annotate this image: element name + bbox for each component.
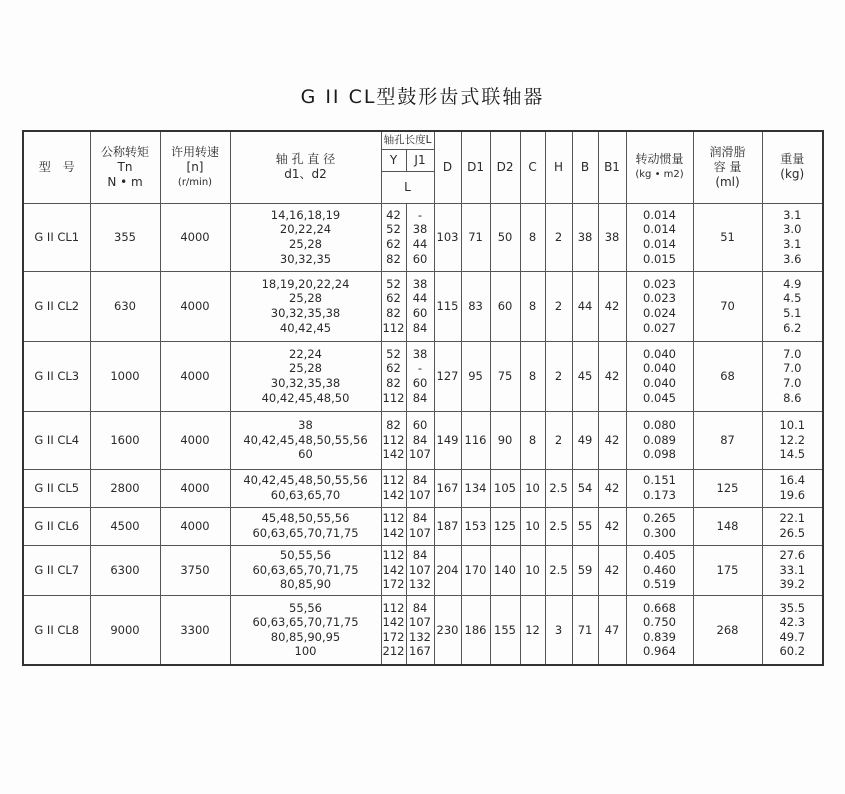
y-length-cell — [381, 271, 406, 341]
speed-cell: 4000 — [160, 411, 230, 469]
bore-cell-line: 50,55,56 — [279, 548, 332, 563]
bore-cell-line: 22,24 — [289, 346, 322, 361]
header-B1: B1 — [598, 131, 626, 203]
table-body — [23, 203, 823, 665]
weight-cell-line: 14.5 — [779, 447, 806, 462]
torque-cell: 2800 — [90, 469, 160, 507]
bore-cell — [230, 469, 381, 507]
y-length-cell-line: 112 — [382, 511, 405, 526]
j1-length-cell-line: 107 — [409, 447, 431, 462]
j1-length-cell-line: 107 — [409, 488, 431, 502]
y-length-cell-line: 82 — [386, 251, 401, 266]
weight-cell-line: 39.2 — [779, 577, 806, 592]
bore-cell-line: 60,63,65,70,71,75 — [252, 562, 359, 577]
weight-cell — [762, 203, 823, 271]
weight-cell — [762, 341, 823, 411]
inertia-cell-line: 0.405 — [643, 548, 676, 563]
table-row — [23, 411, 823, 469]
y-length-cell-line: 82 — [386, 306, 401, 320]
header-L: L — [381, 171, 434, 203]
B1-cell: 42 — [598, 271, 626, 341]
speed-cell: 4000 — [160, 271, 230, 341]
header-weight: 重量 (kg) — [762, 131, 823, 203]
bore-cell-line: 30,32,35 — [279, 251, 332, 266]
j1-length-cell-line: 84 — [412, 432, 428, 447]
y-length-cell-line: 142 — [382, 562, 405, 577]
H-cell: 2 — [545, 411, 572, 469]
weight-cell-line: 7.0 — [783, 346, 802, 361]
bore-cell — [230, 341, 381, 411]
header-D2: D2 — [490, 131, 520, 203]
j1-length-cell-line: 84 — [412, 320, 428, 335]
y-length-cell-line: 52 — [386, 276, 401, 291]
header-D: D — [434, 131, 461, 203]
speed-cell: 4000 — [160, 341, 230, 411]
j1-length-cell-line: 38 — [412, 346, 428, 361]
C-cell: 8 — [520, 271, 545, 341]
inertia-cell-line: 0.265 — [643, 511, 676, 526]
inertia-cell — [626, 507, 693, 545]
inertia-cell-line: 0.750 — [643, 615, 676, 630]
j1-length-cell-line: 38 — [412, 276, 428, 291]
C-cell: 10 — [520, 507, 545, 545]
H-cell: 2 — [545, 341, 572, 411]
y-length-cell-line: 52 — [386, 222, 401, 237]
j1-length-cell — [406, 341, 434, 411]
inertia-cell-line: 0.015 — [643, 251, 676, 266]
speed-cell: 4000 — [160, 507, 230, 545]
D2-cell: 75 — [490, 341, 520, 411]
D2-cell: 105 — [490, 469, 520, 507]
y-length-cell-line: 172 — [382, 577, 405, 592]
inertia-cell — [626, 545, 693, 595]
weight-cell-line: 3.6 — [783, 251, 802, 266]
bore-cell-line: 80,85,90,95 — [270, 629, 341, 644]
inertia-cell-line: 0.014 — [643, 222, 676, 237]
y-length-cell — [381, 203, 406, 271]
bore-cell-line: 80,85,90 — [279, 577, 332, 592]
bore-cell-line: 60,63,65,70,71,75 — [252, 526, 359, 540]
header-lube-capacity: 润滑脂 容 量 (ml) — [693, 131, 762, 203]
B-cell: 54 — [572, 469, 598, 507]
y-length-cell-line: 142 — [382, 488, 405, 502]
B-cell: 45 — [572, 341, 598, 411]
inertia-cell — [626, 271, 693, 341]
weight-cell-line: 3.0 — [783, 222, 802, 237]
j1-length-cell-line: 60 — [412, 306, 428, 320]
D-cell: 187 — [434, 507, 461, 545]
inertia-cell-line: 0.460 — [643, 562, 676, 577]
weight-cell-line: 8.6 — [783, 390, 802, 405]
inertia-cell-line: 0.023 — [643, 291, 676, 306]
torque-cell: 4500 — [90, 507, 160, 545]
weight-cell — [762, 411, 823, 469]
inertia-cell-line: 0.089 — [643, 432, 676, 447]
j1-length-cell-line: 84 — [412, 390, 428, 405]
header-C: C — [520, 131, 545, 203]
weight-cell-line: 7.0 — [783, 376, 802, 390]
bore-cell-line: 20,22,24 — [279, 222, 332, 237]
C-cell: 8 — [520, 203, 545, 271]
j1-length-cell-line: 38 — [412, 222, 428, 237]
weight-cell-line: 33.1 — [779, 562, 806, 577]
j1-length-cell-line: 60 — [412, 376, 428, 390]
speed-cell: 4000 — [160, 203, 230, 271]
bore-cell — [230, 203, 381, 271]
weight-cell-line: 3.1 — [783, 207, 802, 222]
D1-cell: 170 — [461, 545, 490, 595]
bore-cell-line: 40,42,45 — [279, 320, 332, 335]
coupling-spec-table — [22, 130, 824, 666]
weight-cell-line: 35.5 — [779, 600, 806, 615]
j1-length-cell-line: 84 — [412, 473, 428, 488]
D2-cell: 155 — [490, 595, 520, 665]
B-cell: 55 — [572, 507, 598, 545]
bore-cell-line: 100 — [294, 644, 317, 659]
B-cell: 49 — [572, 411, 598, 469]
inertia-cell-line: 0.014 — [643, 237, 676, 251]
inertia-cell-line: 0.839 — [643, 629, 676, 644]
j1-length-cell-line: 107 — [409, 615, 431, 630]
D2-cell: 60 — [490, 271, 520, 341]
weight-cell — [762, 271, 823, 341]
bore-cell-line: 25,28 — [289, 237, 322, 251]
j1-length-cell-line: 84 — [412, 548, 428, 563]
inertia-cell — [626, 595, 693, 665]
j1-length-cell-line: 44 — [412, 237, 428, 251]
y-length-cell — [381, 469, 406, 507]
model-cell: G II CL8 — [23, 595, 90, 665]
j1-length-cell-line: 132 — [409, 629, 431, 644]
bore-cell-line: 45,48,50,55,56 — [261, 511, 350, 526]
j1-length-cell-line: 84 — [412, 511, 428, 526]
bore-cell-line: 30,32,35,38 — [270, 306, 341, 320]
j1-length-cell — [406, 271, 434, 341]
table-row — [23, 341, 823, 411]
j1-length-cell-line: 60 — [412, 418, 428, 433]
y-length-cell-line: 82 — [386, 376, 401, 390]
y-length-cell-line: 82 — [386, 418, 401, 433]
j1-length-cell-line: 167 — [409, 644, 431, 659]
D1-cell: 95 — [461, 341, 490, 411]
j1-length-cell — [406, 507, 434, 545]
C-cell: 8 — [520, 341, 545, 411]
y-length-cell — [381, 545, 406, 595]
bore-cell — [230, 271, 381, 341]
weight-cell-line: 6.2 — [783, 320, 802, 335]
y-length-cell-line: 42 — [386, 207, 401, 222]
y-length-cell-line: 52 — [386, 346, 401, 361]
header-B: B — [572, 131, 598, 203]
weight-cell-line: 26.5 — [779, 526, 806, 540]
y-length-cell-line: 142 — [382, 526, 405, 540]
header-speed: 许用转速 [n] (r/min) — [160, 131, 230, 203]
H-cell: 2.5 — [545, 545, 572, 595]
header-hole-length: 轴孔长度L — [381, 131, 434, 149]
weight-cell-line: 22.1 — [779, 511, 806, 526]
bore-cell — [230, 545, 381, 595]
page-title: G II CL型鼓形齿式联轴器 — [300, 86, 545, 108]
B-cell: 44 — [572, 271, 598, 341]
inertia-cell-line: 0.151 — [643, 473, 676, 488]
table-row — [23, 271, 823, 341]
y-length-cell-line: 112 — [382, 600, 405, 615]
header-D1: D1 — [461, 131, 490, 203]
j1-length-cell — [406, 595, 434, 665]
lube-cell: 87 — [693, 411, 762, 469]
model-cell: G II CL4 — [23, 411, 90, 469]
lube-cell: 51 — [693, 203, 762, 271]
D-cell: 103 — [434, 203, 461, 271]
D2-cell: 125 — [490, 507, 520, 545]
weight-cell — [762, 545, 823, 595]
inertia-cell-line: 0.080 — [643, 418, 676, 433]
D1-cell: 186 — [461, 595, 490, 665]
H-cell: 2 — [545, 203, 572, 271]
D-cell: 115 — [434, 271, 461, 341]
inertia-cell-line: 0.098 — [643, 447, 676, 462]
bore-cell-line: 60,63,65,70 — [270, 488, 341, 502]
model-cell: G II CL5 — [23, 469, 90, 507]
model-cell: G II CL3 — [23, 341, 90, 411]
inertia-cell-line: 0.519 — [643, 577, 676, 592]
inertia-cell — [626, 341, 693, 411]
lube-cell: 175 — [693, 545, 762, 595]
weight-cell-line: 49.7 — [779, 629, 806, 644]
table-row — [23, 507, 823, 545]
bore-cell-line: 40,42,45,48,50,55,56 — [243, 473, 368, 488]
H-cell: 2.5 — [545, 507, 572, 545]
D-cell: 204 — [434, 545, 461, 595]
speed-cell: 3750 — [160, 545, 230, 595]
B1-cell: 42 — [598, 545, 626, 595]
D-cell: 127 — [434, 341, 461, 411]
y-length-cell — [381, 411, 406, 469]
B1-cell: 42 — [598, 411, 626, 469]
bore-cell-line: 40,42,45,48,50 — [261, 390, 350, 405]
y-length-cell-line: 62 — [386, 361, 401, 376]
j1-length-cell — [406, 411, 434, 469]
torque-cell: 6300 — [90, 545, 160, 595]
B1-cell: 42 — [598, 341, 626, 411]
inertia-cell-line: 0.040 — [643, 361, 676, 376]
y-length-cell-line: 112 — [382, 320, 405, 335]
y-length-cell-line: 112 — [382, 432, 405, 447]
torque-cell: 1600 — [90, 411, 160, 469]
inertia-cell-line: 0.040 — [643, 346, 676, 361]
inertia-cell-line: 0.024 — [643, 306, 676, 320]
bore-cell-line: 60,63,65,70,71,75 — [252, 615, 359, 630]
weight-cell-line: 42.3 — [779, 615, 806, 630]
inertia-cell-line: 0.045 — [643, 390, 676, 405]
D1-cell: 153 — [461, 507, 490, 545]
H-cell: 2.5 — [545, 469, 572, 507]
bore-cell-line: 25,28 — [289, 361, 322, 376]
B1-cell: 38 — [598, 203, 626, 271]
weight-cell — [762, 507, 823, 545]
header-H: H — [545, 131, 572, 203]
B1-cell: 47 — [598, 595, 626, 665]
D-cell: 167 — [434, 469, 461, 507]
bore-cell — [230, 411, 381, 469]
j1-length-cell — [406, 469, 434, 507]
bore-cell-line: 38 — [298, 418, 313, 433]
header-Y: Y — [381, 149, 406, 171]
bore-cell-line: 18,19,20,22,24 — [261, 276, 350, 291]
D2-cell: 50 — [490, 203, 520, 271]
y-length-cell — [381, 507, 406, 545]
D2-cell: 90 — [490, 411, 520, 469]
inertia-cell — [626, 411, 693, 469]
torque-cell: 355 — [90, 203, 160, 271]
D1-cell: 71 — [461, 203, 490, 271]
y-length-cell-line: 62 — [386, 291, 401, 306]
model-cell: G II CL2 — [23, 271, 90, 341]
table-row — [23, 595, 823, 665]
C-cell: 10 — [520, 545, 545, 595]
header-bore-diameter: 轴 孔 直 径 d1、d2 — [230, 131, 381, 203]
D1-cell: 134 — [461, 469, 490, 507]
y-length-cell-line: 212 — [382, 644, 405, 659]
inertia-cell — [626, 469, 693, 507]
inertia-cell-line: 0.014 — [643, 207, 676, 222]
bore-cell-line: 60 — [298, 447, 313, 462]
B1-cell: 42 — [598, 507, 626, 545]
y-length-cell-line: 62 — [386, 237, 401, 251]
D1-cell: 83 — [461, 271, 490, 341]
weight-cell-line: 10.1 — [779, 418, 806, 433]
inertia-cell-line: 0.040 — [643, 376, 676, 390]
weight-cell-line: 19.6 — [779, 488, 806, 502]
weight-cell-line: 3.1 — [783, 237, 802, 251]
weight-cell-line: 12.2 — [779, 432, 806, 447]
C-cell: 10 — [520, 469, 545, 507]
B-cell: 59 — [572, 545, 598, 595]
torque-cell: 1000 — [90, 341, 160, 411]
lube-cell: 268 — [693, 595, 762, 665]
j1-length-cell — [406, 203, 434, 271]
C-cell: 12 — [520, 595, 545, 665]
j1-length-cell-line: - — [417, 361, 423, 376]
lube-cell: 68 — [693, 341, 762, 411]
weight-cell-line: 4.5 — [783, 291, 802, 306]
speed-cell: 4000 — [160, 469, 230, 507]
D2-cell: 140 — [490, 545, 520, 595]
H-cell: 3 — [545, 595, 572, 665]
inertia-cell-line: 0.023 — [643, 276, 676, 291]
weight-cell — [762, 469, 823, 507]
y-length-cell-line: 112 — [382, 390, 405, 405]
model-cell: G II CL7 — [23, 545, 90, 595]
j1-length-cell-line: - — [417, 207, 423, 222]
bore-cell-line: 14,16,18,19 — [270, 207, 341, 222]
model-cell: G II CL1 — [23, 203, 90, 271]
weight-cell-line: 5.1 — [783, 306, 802, 320]
j1-length-cell-line: 60 — [412, 251, 428, 266]
weight-cell-line: 60.2 — [779, 644, 806, 659]
B-cell: 71 — [572, 595, 598, 665]
C-cell: 8 — [520, 411, 545, 469]
table-row — [23, 203, 823, 271]
speed-cell: 3300 — [160, 595, 230, 665]
inertia-cell-line: 0.668 — [643, 600, 676, 615]
y-length-cell — [381, 341, 406, 411]
torque-cell: 9000 — [90, 595, 160, 665]
weight-cell-line: 7.0 — [783, 361, 802, 376]
bore-cell-line: 25,28 — [289, 291, 322, 306]
j1-length-cell-line: 44 — [412, 291, 428, 306]
y-length-cell-line: 112 — [382, 548, 405, 563]
bore-cell-line: 55,56 — [289, 600, 322, 615]
inertia-cell-line: 0.964 — [643, 644, 676, 659]
j1-length-cell-line: 84 — [412, 600, 428, 615]
inertia-cell-line: 0.027 — [643, 320, 676, 335]
lube-cell: 70 — [693, 271, 762, 341]
bore-cell — [230, 507, 381, 545]
j1-length-cell-line: 107 — [409, 526, 431, 540]
bore-cell-line: 40,42,45,48,50,55,56 — [243, 432, 368, 447]
D-cell: 230 — [434, 595, 461, 665]
bore-cell — [230, 595, 381, 665]
y-length-cell-line: 112 — [382, 473, 405, 488]
inertia-cell — [626, 203, 693, 271]
header-model: 型 号 — [23, 131, 90, 203]
y-length-cell-line: 142 — [382, 615, 405, 630]
y-length-cell-line: 142 — [382, 447, 405, 462]
y-length-cell — [381, 595, 406, 665]
y-length-cell-line: 172 — [382, 629, 405, 644]
lube-cell: 125 — [693, 469, 762, 507]
table-row — [23, 469, 823, 507]
j1-length-cell — [406, 545, 434, 595]
B1-cell: 42 — [598, 469, 626, 507]
model-cell: G II CL6 — [23, 507, 90, 545]
j1-length-cell-line: 132 — [409, 577, 431, 592]
header-torque: 公称转矩 Tn N • m — [90, 131, 160, 203]
lube-cell: 148 — [693, 507, 762, 545]
B-cell: 38 — [572, 203, 598, 271]
j1-length-cell-line: 107 — [409, 562, 431, 577]
D-cell: 149 — [434, 411, 461, 469]
table-row — [23, 545, 823, 595]
weight-cell-line: 4.9 — [783, 276, 802, 291]
header-J1: J1 — [406, 149, 434, 171]
inertia-cell-line: 0.300 — [643, 526, 676, 540]
weight-cell — [762, 595, 823, 665]
weight-cell-line: 27.6 — [779, 548, 806, 563]
H-cell: 2 — [545, 271, 572, 341]
torque-cell: 630 — [90, 271, 160, 341]
bore-cell-line: 30,32,35,38 — [270, 376, 341, 390]
D1-cell: 116 — [461, 411, 490, 469]
weight-cell-line: 16.4 — [779, 473, 806, 488]
header-inertia: 转动惯量 (kg • m2) — [626, 131, 693, 203]
inertia-cell-line: 0.173 — [643, 488, 676, 502]
